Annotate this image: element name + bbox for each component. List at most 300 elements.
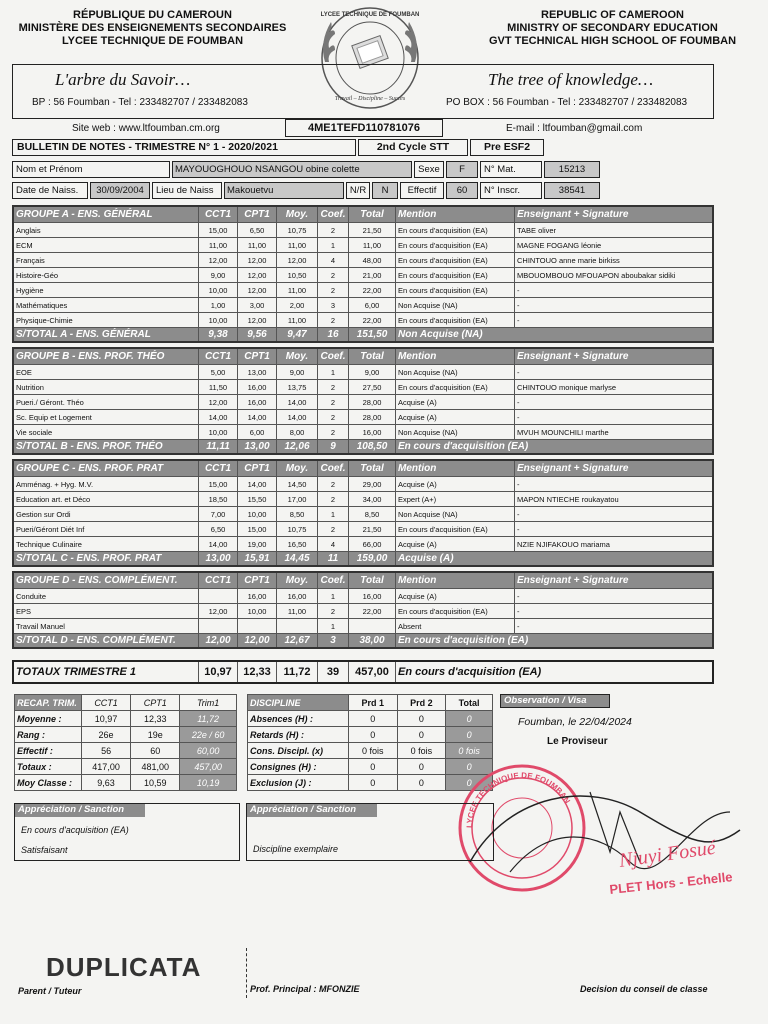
- grade-cell: [199, 589, 238, 604]
- teacher-name: MAPON NTIECHE roukayatou: [515, 492, 714, 507]
- subject-row: [13, 425, 713, 440]
- grade-cell: 8,50: [277, 507, 318, 522]
- recap-cell: 10,19: [180, 775, 237, 791]
- teacher-name: -: [515, 604, 714, 619]
- grade-cell: 1,00: [199, 298, 238, 313]
- grade-cell: 16,00: [349, 589, 396, 604]
- discipline-cell: 0: [446, 759, 493, 775]
- group-table: [12, 205, 714, 343]
- grade-cell: 9,00: [199, 268, 238, 283]
- discipline-cell: Absences (H) :: [248, 711, 349, 727]
- signature-name: Njuyi Fosué: [617, 836, 717, 872]
- group-table: [12, 571, 714, 649]
- totaux-cpt: 12,33: [238, 661, 277, 683]
- dob-value: 30/09/2004: [90, 182, 150, 199]
- grade-cell: 19,00: [238, 537, 277, 552]
- discipline-cell: 0: [446, 727, 493, 743]
- subject-name: Technique Culinaire: [13, 537, 199, 552]
- teacher-name: -: [515, 477, 714, 492]
- grades-section: [12, 205, 714, 649]
- subject-name: Anglais: [13, 223, 199, 238]
- group-header-cell: Enseignant + Signature: [515, 348, 714, 365]
- grade-cell: En cours d'acquisition (EA): [396, 253, 515, 268]
- grade-cell: 18,50: [199, 492, 238, 507]
- subject-name: Mathématiques: [13, 298, 199, 313]
- recap-cell: 22e / 60: [180, 727, 237, 743]
- grade-cell: 11,00: [277, 313, 318, 328]
- group-total-cell: En cours d'acquisition (EA): [396, 634, 714, 649]
- group-total-cell: 159,00: [349, 552, 396, 567]
- discipline-cell: Retards (H) :: [248, 727, 349, 743]
- group-header-cell: CCT1: [199, 460, 238, 477]
- teacher-name: MBOUOMBOUO MFOUAPON aboubakar sidiki: [515, 268, 714, 283]
- recap-cell: 60,00: [180, 743, 237, 759]
- group-total-cell: 9,38: [199, 328, 238, 343]
- group-total-cell: S/TOTAL D - ENS. COMPLÉMENT.: [13, 634, 199, 649]
- grade-cell: 28,00: [349, 395, 396, 410]
- nr-value: N: [372, 182, 398, 199]
- signature-grade: PLET Hors - Echelle: [608, 869, 734, 897]
- grade-cell: [199, 619, 238, 634]
- group-total-cell: 11,11: [199, 440, 238, 455]
- subject-row: [13, 492, 713, 507]
- discipline-cell: 0 fois: [397, 743, 446, 759]
- subject-row: [13, 619, 713, 634]
- group-table: [12, 459, 714, 567]
- grade-cell: 11,00: [238, 238, 277, 253]
- group-header-cell: GROUPE B - ENS. PROF. THÉO: [13, 348, 199, 365]
- grade-cell: Non Acquise (NA): [396, 425, 515, 440]
- grade-cell: 16,00: [238, 380, 277, 395]
- group-total-cell: 12,06: [277, 440, 318, 455]
- grade-cell: 11,50: [199, 380, 238, 395]
- subject-name: Amménag. + Hyg. M.V.: [13, 477, 199, 492]
- subject-row: [13, 589, 713, 604]
- grade-cell: 10,50: [277, 268, 318, 283]
- bp-address: BP : 56 Foumban - Tel : 233482707 / 233482083: [32, 97, 248, 108]
- grade-cell: 17,00: [277, 492, 318, 507]
- recap-cell: Rang :: [15, 727, 82, 743]
- discipline-cell: 0: [446, 711, 493, 727]
- sexe-value: F: [446, 161, 478, 178]
- grade-cell: 16,00: [349, 425, 396, 440]
- grade-cell: 14,50: [277, 477, 318, 492]
- grade-cell: 6,50: [238, 223, 277, 238]
- grade-cell: 27,50: [349, 380, 396, 395]
- discipline-cell: 0 fois: [446, 743, 493, 759]
- recap-row: [15, 775, 237, 791]
- group-header-cell: Moy.: [277, 206, 318, 223]
- grade-cell: 34,00: [349, 492, 396, 507]
- group-header-cell: CPT1: [238, 348, 277, 365]
- grade-cell: Acquise (A): [396, 477, 515, 492]
- recap-cell: 56: [82, 743, 131, 759]
- discipline-header: Prd 2: [397, 695, 446, 711]
- grade-cell: 5,00: [199, 365, 238, 380]
- group-header-cell: CCT1: [199, 348, 238, 365]
- grade-cell: 6,00: [349, 298, 396, 313]
- group-header-cell: CCT1: [199, 206, 238, 223]
- group-header-cell: Enseignant + Signature: [515, 206, 714, 223]
- group-total-cell: 3: [318, 634, 349, 649]
- group-header-cell: Mention: [396, 348, 515, 365]
- subject-row: [13, 268, 713, 283]
- group-header-cell: Coef.: [318, 460, 349, 477]
- discipline-cell: 0: [349, 759, 398, 775]
- group-header-cell: GROUPE A - ENS. GÉNÉRAL: [13, 206, 199, 223]
- group-total-cell: 16: [318, 328, 349, 343]
- mat-label: N° Mat.: [480, 161, 542, 178]
- grade-cell: 22,00: [349, 283, 396, 298]
- subject-name: Nutrition: [13, 380, 199, 395]
- grade-cell: Non Acquise (NA): [396, 365, 515, 380]
- discipline-row: [248, 727, 493, 743]
- group-total-cell: 14,45: [277, 552, 318, 567]
- grade-cell: 12,00: [238, 253, 277, 268]
- logo-title: LYCEE TECHNIQUE DE FOUMBAN: [320, 12, 420, 18]
- grade-cell: 15,00: [199, 477, 238, 492]
- group-total-cell: 9,47: [277, 328, 318, 343]
- group-header-cell: Mention: [396, 206, 515, 223]
- group-header-cell: Total: [349, 460, 396, 477]
- grade-cell: 21,50: [349, 522, 396, 537]
- subject-name: Travail Manuel: [13, 619, 199, 634]
- group-total-cell: 15,91: [238, 552, 277, 567]
- group-header-cell: CPT1: [238, 460, 277, 477]
- grade-cell: 14,00: [199, 537, 238, 552]
- group-total-cell: 108,50: [349, 440, 396, 455]
- grade-cell: 14,00: [238, 410, 277, 425]
- grade-cell: 10,00: [199, 425, 238, 440]
- group-header-cell: Mention: [396, 460, 515, 477]
- grade-cell: 16,00: [277, 589, 318, 604]
- grade-cell: 16,00: [238, 395, 277, 410]
- group-header-cell: Total: [349, 348, 396, 365]
- subject-name: EOE: [13, 365, 199, 380]
- grade-cell: 2: [318, 313, 349, 328]
- grade-cell: 15,50: [238, 492, 277, 507]
- totaux-coef: 39: [318, 661, 349, 683]
- grade-cell: 14,00: [238, 477, 277, 492]
- group-header-cell: Total: [349, 206, 396, 223]
- sexe-label: Sexe: [414, 161, 444, 178]
- header-right-line: MINISTRY OF SECONDARY EDUCATION: [507, 22, 718, 34]
- decision-label: Decision du conseil de classe: [580, 984, 708, 994]
- email[interactable]: E-mail : ltfoumban@gmail.com: [506, 123, 643, 134]
- group-header-cell: Coef.: [318, 572, 349, 589]
- recap-cell: 457,00: [180, 759, 237, 775]
- subject-row: [13, 238, 713, 253]
- grade-cell: 28,00: [349, 410, 396, 425]
- subject-row: [13, 604, 713, 619]
- header-right: [470, 9, 755, 48]
- grade-cell: 1: [318, 589, 349, 604]
- teacher-name: CHINTOUO monique marlyse: [515, 380, 714, 395]
- teacher-name: -: [515, 313, 714, 328]
- grade-cell: Acquise (A): [396, 537, 515, 552]
- grade-cell: 22,00: [349, 313, 396, 328]
- discipline-cell: 0: [349, 775, 398, 791]
- grade-cell: 2: [318, 283, 349, 298]
- subject-name: Education art. et Déco: [13, 492, 199, 507]
- group-total-cell: 13,00: [238, 440, 277, 455]
- parent-label: Parent / Tuteur: [18, 986, 82, 996]
- teacher-name: -: [515, 395, 714, 410]
- subject-name: EPS: [13, 604, 199, 619]
- grade-cell: 2: [318, 268, 349, 283]
- subject-row: [13, 410, 713, 425]
- grade-cell: 2: [318, 410, 349, 425]
- group-total-row: [13, 552, 713, 567]
- grade-cell: 11,00: [349, 238, 396, 253]
- teacher-name: -: [515, 589, 714, 604]
- recap-cell: 10,59: [131, 775, 180, 791]
- grade-cell: [238, 619, 277, 634]
- grade-cell: 11,00: [277, 604, 318, 619]
- grade-cell: 3,00: [238, 298, 277, 313]
- appreciation-right: [246, 803, 494, 861]
- teacher-name: TABE oliver: [515, 223, 714, 238]
- appreciation-right-line: Discipline exemplaire: [253, 844, 339, 854]
- grade-cell: 2: [318, 522, 349, 537]
- grade-cell: 12,00: [199, 604, 238, 619]
- subject-row: [13, 298, 713, 313]
- discipline-cell: 0: [397, 759, 446, 775]
- observation-date: Foumban, le 22/04/2024: [518, 716, 632, 728]
- discipline-cell: 0: [397, 727, 446, 743]
- group-header-cell: Coef.: [318, 348, 349, 365]
- inscr-value: 38541: [544, 182, 600, 199]
- grade-cell: Non Acquise (NA): [396, 298, 515, 313]
- teacher-name: -: [515, 522, 714, 537]
- discipline-cell: Consignes (H) :: [248, 759, 349, 775]
- subject-row: [13, 365, 713, 380]
- grade-cell: 12,00: [238, 268, 277, 283]
- pob-label: Lieu de Naiss: [152, 182, 222, 199]
- recap-cell: 481,00: [131, 759, 180, 775]
- teacher-name: -: [515, 298, 714, 313]
- appreciation-left-line: Satisfaisant: [21, 845, 68, 855]
- recap-row: [15, 759, 237, 775]
- discipline-cell: Exclusion (J) :: [248, 775, 349, 791]
- discipline-cell: 0: [446, 775, 493, 791]
- recap-header: CPT1: [131, 695, 180, 711]
- recap-cell: 60: [131, 743, 180, 759]
- group-header-cell: Total: [349, 572, 396, 589]
- recap-cell: Effectif :: [15, 743, 82, 759]
- header-left-line: LYCEE TECHNIQUE DE FOUMBAN: [61, 35, 244, 47]
- teacher-name: CHINTOUO anne marie birkiss: [515, 253, 714, 268]
- discipline-cell: 0: [397, 775, 446, 791]
- subject-name: Conduite: [13, 589, 199, 604]
- group-header-cell: CPT1: [238, 206, 277, 223]
- discipline-cell: 0 fois: [349, 743, 398, 759]
- subject-row: [13, 395, 713, 410]
- header-right-line: GVT TECHNICAL HIGH SCHOOL OF FOUMBAN: [488, 35, 737, 47]
- grade-cell: 13,75: [277, 380, 318, 395]
- discipline-row: [248, 711, 493, 727]
- appreciation-left-line: En cours d'acquisition (EA): [21, 825, 129, 835]
- grade-cell: 10,75: [277, 223, 318, 238]
- grade-cell: 12,00: [238, 313, 277, 328]
- totaux-cct: 10,97: [199, 661, 238, 683]
- subject-name: Sc. Equip et Logement: [13, 410, 199, 425]
- grade-cell: 29,00: [349, 477, 396, 492]
- grade-cell: Acquise (A): [396, 589, 515, 604]
- recap-cell: 11,72: [180, 711, 237, 727]
- observation-title: Observation / Visa: [500, 694, 610, 708]
- subject-name: Histoire-Géo: [13, 268, 199, 283]
- inscr-label: N° Inscr.: [480, 182, 542, 199]
- grade-cell: 21,00: [349, 268, 396, 283]
- group-total-cell: 13,00: [199, 552, 238, 567]
- grade-cell: 11,00: [277, 238, 318, 253]
- recap-cell: Moy Classe :: [15, 775, 82, 791]
- grade-cell: 12,00: [277, 253, 318, 268]
- grade-cell: Acquise (A): [396, 410, 515, 425]
- appreciation-left: [14, 803, 240, 861]
- group-header-cell: GROUPE D - ENS. COMPLÉMENT.: [13, 572, 199, 589]
- grade-cell: 8,50: [349, 507, 396, 522]
- totaux-label: TOTAUX TRIMESTRE 1: [16, 666, 136, 678]
- grade-cell: 14,00: [277, 395, 318, 410]
- group-total-cell: 12,00: [238, 634, 277, 649]
- group-total-cell: Acquise (A): [396, 552, 714, 567]
- group-total-row: [13, 634, 713, 649]
- group-total-row: [13, 328, 713, 343]
- header-left-line: MINISTÈRE DES ENSEIGNEMENTS SECONDAIRES: [18, 22, 287, 34]
- subject-name: ECM: [13, 238, 199, 253]
- totaux-table: [12, 660, 714, 684]
- discipline-header: DISCIPLINE: [248, 695, 349, 711]
- name-label: Nom et Prénom: [12, 161, 170, 178]
- recap-cell: 417,00: [82, 759, 131, 775]
- group-total-cell: S/TOTAL B - ENS. PROF. THÉO: [13, 440, 199, 455]
- class-name: Pre ESF2: [470, 139, 544, 156]
- grade-cell: 7,00: [199, 507, 238, 522]
- grade-cell: 6,00: [238, 425, 277, 440]
- grade-cell: 6,50: [199, 522, 238, 537]
- subject-row: [13, 477, 713, 492]
- group-header-cell: Moy.: [277, 572, 318, 589]
- website[interactable]: Site web : www.ltfoumban.cm.org: [72, 123, 220, 134]
- grade-cell: 10,00: [238, 604, 277, 619]
- stamp-text: LYCEE TECHNIQUE DE FOUMBAN: [464, 770, 572, 829]
- discipline-cell: 0: [397, 711, 446, 727]
- grade-cell: 1: [318, 507, 349, 522]
- grade-cell: En cours d'acquisition (EA): [396, 238, 515, 253]
- grade-cell: 12,00: [199, 253, 238, 268]
- teacher-name: MVUH MOUNCHILI marthe: [515, 425, 714, 440]
- nr-label: N/R: [346, 182, 370, 199]
- grade-cell: 2: [318, 425, 349, 440]
- grade-cell: 48,00: [349, 253, 396, 268]
- grade-cell: En cours d'acquisition (EA): [396, 522, 515, 537]
- group-header-cell: CCT1: [199, 572, 238, 589]
- subject-name: Pueri./ Géront. Théo: [13, 395, 199, 410]
- grade-cell: Acquise (A): [396, 395, 515, 410]
- totaux-moy: 11,72: [277, 661, 318, 683]
- grade-cell: 22,00: [349, 604, 396, 619]
- grade-cell: 15,00: [238, 522, 277, 537]
- subject-name: Hygiène: [13, 283, 199, 298]
- grade-cell: 1: [318, 238, 349, 253]
- subject-row: [13, 507, 713, 522]
- grade-cell: 12,00: [238, 283, 277, 298]
- recap-cell: 9,63: [82, 775, 131, 791]
- grade-cell: 2: [318, 477, 349, 492]
- appreciation-left-title: Appréciation / Sanction: [15, 804, 145, 817]
- subject-row: [13, 313, 713, 328]
- subject-name: Vie sociale: [13, 425, 199, 440]
- group-header-cell: Enseignant + Signature: [515, 572, 714, 589]
- appreciation-right-title: Appréciation / Sanction: [247, 804, 377, 817]
- footer-divider: [246, 948, 247, 998]
- grade-cell: 9,00: [349, 365, 396, 380]
- recap-cell: 26e: [82, 727, 131, 743]
- cycle: 2nd Cycle STT: [358, 139, 468, 156]
- bulletin-title: BULLETIN DE NOTES - TRIMESTRE N° 1 - 2020/2021: [12, 139, 356, 156]
- subject-row: [13, 253, 713, 268]
- subject-name: Physique-Chimie: [13, 313, 199, 328]
- subject-name: Gestion sur Ordi: [13, 507, 199, 522]
- grade-cell: 2,00: [277, 298, 318, 313]
- recap-row: [15, 743, 237, 759]
- grade-cell: En cours d'acquisition (EA): [396, 313, 515, 328]
- discipline-cell: 0: [349, 711, 398, 727]
- group-header-cell: Mention: [396, 572, 515, 589]
- grade-cell: 13,00: [238, 365, 277, 380]
- effectif-value: 60: [446, 182, 478, 199]
- group-total-cell: Non Acquise (NA): [396, 328, 714, 343]
- teacher-name: NZIE NJIFAKOUO mariama: [515, 537, 714, 552]
- recap-cell: 19e: [131, 727, 180, 743]
- discipline-header: Prd 1: [349, 695, 398, 711]
- proviseur-label: Le Proviseur: [547, 736, 608, 747]
- group-total-cell: En cours d'acquisition (EA): [396, 440, 714, 455]
- group-total-cell: 11: [318, 552, 349, 567]
- group-total-cell: S/TOTAL C - ENS. PROF. PRAT: [13, 552, 199, 567]
- teacher-name: -: [515, 410, 714, 425]
- recap-cell: Totaux :: [15, 759, 82, 775]
- header-right-line: REPUBLIC OF CAMEROON: [541, 9, 684, 21]
- recap-cell: 12,33: [131, 711, 180, 727]
- pob-value: Makouetvu: [224, 182, 344, 199]
- teacher-name: -: [515, 365, 714, 380]
- group-total-cell: 9: [318, 440, 349, 455]
- grade-cell: [349, 619, 396, 634]
- duplicata-mark: DUPLICATA: [46, 952, 202, 982]
- totaux-total: 457,00: [349, 661, 396, 683]
- grade-cell: 10,75: [277, 522, 318, 537]
- group-total-cell: S/TOTAL A - ENS. GÉNÉRAL: [13, 328, 199, 343]
- grade-cell: 15,00: [199, 223, 238, 238]
- document-code: 4ME1TEFD110781076: [285, 119, 443, 137]
- recap-cell: 10,97: [82, 711, 131, 727]
- grade-cell: 16,50: [277, 537, 318, 552]
- recap-header: RECAP. TRIM.: [15, 695, 82, 711]
- po-box-address: PO BOX : 56 Foumban - Tel : 233482707 / 233482083: [446, 97, 688, 108]
- grade-cell: En cours d'acquisition (EA): [396, 268, 515, 283]
- grade-cell: 14,00: [199, 410, 238, 425]
- group-total-row: [13, 440, 713, 455]
- grade-cell: En cours d'acquisition (EA): [396, 283, 515, 298]
- grade-cell: 11,00: [199, 238, 238, 253]
- group-total-cell: 12,67: [277, 634, 318, 649]
- grade-cell: 1: [318, 365, 349, 380]
- group-header-cell: CPT1: [238, 572, 277, 589]
- grade-cell: En cours d'acquisition (EA): [396, 604, 515, 619]
